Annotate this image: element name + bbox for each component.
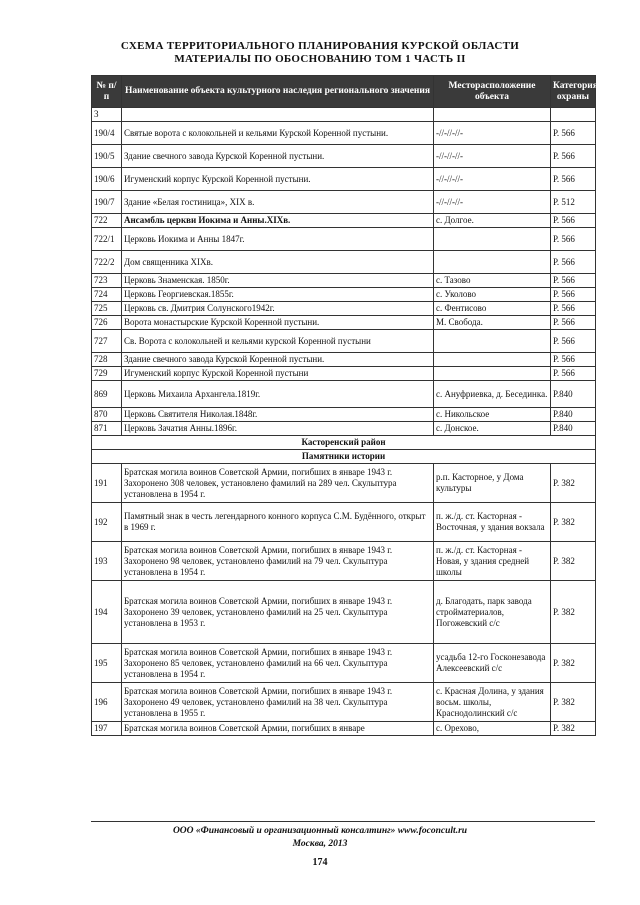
section-header-row [92,450,596,464]
cell-number: 190/5 [92,145,122,168]
cell-number: 869 [92,381,122,408]
table-row [92,122,596,145]
cell-category: Р. 566 [551,228,596,251]
cell-category: Р.840 [551,381,596,408]
cell-number: 3 [92,108,122,122]
table-row [92,367,596,381]
table-body [92,108,596,736]
cell-category: Р. 382 [551,542,596,581]
table-row [92,381,596,408]
cell-name: Церковь Михаила Архангела.1819г. [122,381,434,408]
cell-location: -//-//-//- [434,145,551,168]
cell-location [434,353,551,367]
cell-number: 190/7 [92,191,122,214]
cell-number: 725 [92,302,122,316]
table-row [92,581,596,644]
cell-category: Р. 566 [551,214,596,228]
table-row [92,288,596,302]
cell-name [122,108,434,122]
footer-organization: ООО «Финансовый и организационный консалтинг» www.foconcult.ru [172,826,468,836]
column-header-location: Месторасположение объекта [434,76,551,108]
cell-category: Р. 382 [551,683,596,722]
document-title: СХЕМА ТЕРРИТОРИАЛЬНОГО ПЛАНИРОВАНИЯ КУРСКОЙ ОБЛАСТИ [120,40,520,52]
cell-number: 196 [92,683,122,722]
cell-name: Ансамбль церкви Иокима и Анны.XIXв. [122,214,434,228]
cell-number: 194 [92,581,122,644]
cell-name: Братская могила воинов Советской Армии, погибших в январе 1943 г. Захоронено 85 человек, установлено фамилий на 66 чел. Скульптура установлена в 1954 г. [122,644,434,683]
cell-name: Здание свечного завода Курской Коренной пустыни. [122,353,434,367]
table-row [92,274,596,288]
cell-location: с. Долгое. [434,214,551,228]
cell-category: Р. 566 [551,288,596,302]
table-row [92,168,596,191]
cell-number: 724 [92,288,122,302]
cell-category: Р. 512 [551,191,596,214]
cell-category: Р. 566 [551,251,596,274]
cell-number: 728 [92,353,122,367]
cell-category: Р. 382 [551,581,596,644]
cell-location: М. Свобода. [434,316,551,330]
column-header-category: Категория охраны [551,76,596,108]
page-number: 174 [312,857,328,868]
table-row [92,408,596,422]
cell-category: Р. 566 [551,145,596,168]
table-row [92,316,596,330]
cell-category: Р. 566 [551,367,596,381]
cell-location: п. ж./д. ст. Касторная - Новая, у здания средней школы [434,542,551,581]
cell-number: 192 [92,503,122,542]
cell-name: Дом священника XIXв. [122,251,434,274]
cell-name: Св. Ворота с колокольней и кельями курской Коренной пустыни [122,330,434,353]
cell-name: Церковь св. Дмитрия Солунского1942г. [122,302,434,316]
cell-number: 190/4 [92,122,122,145]
table-row [92,542,596,581]
cell-name: Святые ворота с колокольней и кельями Курской Коренной пустыни. [122,122,434,145]
table-row [92,722,596,736]
table-header-row [92,76,596,108]
cell-location [434,108,551,122]
cell-name: Игуменский корпус Курской Коренной пустыни. [122,168,434,191]
cell-name: Церковь Святителя Николая.1848г. [122,408,434,422]
table-row [92,251,596,274]
cell-number: 722/1 [92,228,122,251]
cell-location [434,228,551,251]
cell-name: Ворота монастырские Курской Коренной пустыни. [122,316,434,330]
cell-name: Здание «Белая гостиница», XIX в. [122,191,434,214]
cell-category: Р. 566 [551,274,596,288]
table-row [92,191,596,214]
cell-category: Р. 566 [551,302,596,316]
cell-category: Р. 382 [551,464,596,503]
table-row [92,228,596,251]
cell-location [434,251,551,274]
cell-location [434,367,551,381]
cell-category: Р. 382 [551,644,596,683]
cell-number: 726 [92,316,122,330]
cell-category [551,108,596,122]
cell-category: Р.840 [551,422,596,436]
cell-number: 729 [92,367,122,381]
table-row [92,353,596,367]
table-row [92,683,596,722]
table-row [92,422,596,436]
cell-name: Церковь Иокима и Анны 1847г. [122,228,434,251]
cell-name: Церковь Георгиевская.1855г. [122,288,434,302]
footer-city-year: Москва, 2013 [292,839,348,849]
table-row [92,644,596,683]
cell-category: Р. 566 [551,122,596,145]
cell-location: с. Никольское [434,408,551,422]
cell-category: Р. 566 [551,316,596,330]
cell-number: 193 [92,542,122,581]
cell-category: Р. 566 [551,330,596,353]
cell-category: Р.840 [551,408,596,422]
heritage-table [91,75,596,736]
table-row [92,503,596,542]
cell-location: п. ж./д. ст. Касторная - Восточная, у здания вокзала [434,503,551,542]
cell-number: 870 [92,408,122,422]
cell-name: Братская могила воинов Советской Армии, погибших в январе 1943 г. Захоронено 98 человек, установлено фамилий на 79 чел. Скульптура установлена в 1954 г. [122,542,434,581]
cell-location: с. Фентисово [434,302,551,316]
column-header-number: № п/п [92,76,122,108]
cell-location: д. Благодать, парк завода стройматериалов, Погожевский с/с [434,581,551,644]
cell-location: с. Орехово, [434,722,551,736]
cell-number: 190/6 [92,168,122,191]
section-header-row [92,436,596,450]
column-header-name: Наименование объекта культурного наследия регионального значения [122,76,434,108]
cell-name: Братская могила воинов Советской Армии, погибших в январе 1943 г. Захоронено 39 человек, установлено фамилий на 25 чел. Скульптура установлена в 1953 г. [122,581,434,644]
cell-location: с. Ануфриевка, д. Бесединка. [434,381,551,408]
table-row [92,464,596,503]
cell-name: Здание свечного завода Курской Коренной пустыни. [122,145,434,168]
document-subtitle: МАТЕРИАЛЫ ПО ОБОСНОВАНИЮ ТОМ 1 ЧАСТЬ II [174,53,466,65]
table-row [92,145,596,168]
cell-name: Церковь Зачатия Анны.1896г. [122,422,434,436]
cell-location [434,330,551,353]
cell-location: -//-//-//- [434,122,551,145]
cell-category: Р. 382 [551,722,596,736]
cell-number: 197 [92,722,122,736]
cell-number: 727 [92,330,122,353]
cell-location: с. Красная Долина, у здания восьм. школы, Краснодолинский с/с [434,683,551,722]
cell-number: 195 [92,644,122,683]
section-title: Памятники истории [92,450,596,464]
cell-name: Церковь Знаменская. 1850г. [122,274,434,288]
cell-number: 871 [92,422,122,436]
cell-category: Р. 566 [551,168,596,191]
cell-name: Братская могила воинов Советской Армии, погибших в январе 1943 г. Захоронено 49 человек, установлено фамилий на 38 чел. Скульптура установлена в 1955 г. [122,683,434,722]
cell-name: Братская могила воинов Советской Армии, погибших в январе [122,722,434,736]
cell-location: с. Тазово [434,274,551,288]
cell-number: 722/2 [92,251,122,274]
cell-number: 723 [92,274,122,288]
cell-location: р.п. Касторное, у Дома культуры [434,464,551,503]
cell-location: -//-//-//- [434,191,551,214]
table-row [92,108,596,122]
table-row [92,330,596,353]
cell-category: Р. 382 [551,503,596,542]
cell-name: Братская могила воинов Советской Армии, погибших в январе 1943 г. Захоронено 308 человек, установлено фамилий на 289 чел. Скульптура установлена в 1954 г. [122,464,434,503]
table-row [92,302,596,316]
cell-number: 191 [92,464,122,503]
cell-location: с. Уколово [434,288,551,302]
table-row [92,214,596,228]
cell-location: с. Донское. [434,422,551,436]
cell-name: Памятный знак в честь легендарного конного корпуса С.М. Будённого, открыт в 1969 г. [122,503,434,542]
cell-number: 722 [92,214,122,228]
cell-category: Р. 566 [551,353,596,367]
cell-location: -//-//-//- [434,168,551,191]
cell-name: Игуменский корпус Курской Коренной пустыни [122,367,434,381]
footer-divider [91,821,595,822]
section-title: Касторенский район [92,436,596,450]
cell-location: усадьба 12-го Госконезавода Алексеевский с/с [434,644,551,683]
